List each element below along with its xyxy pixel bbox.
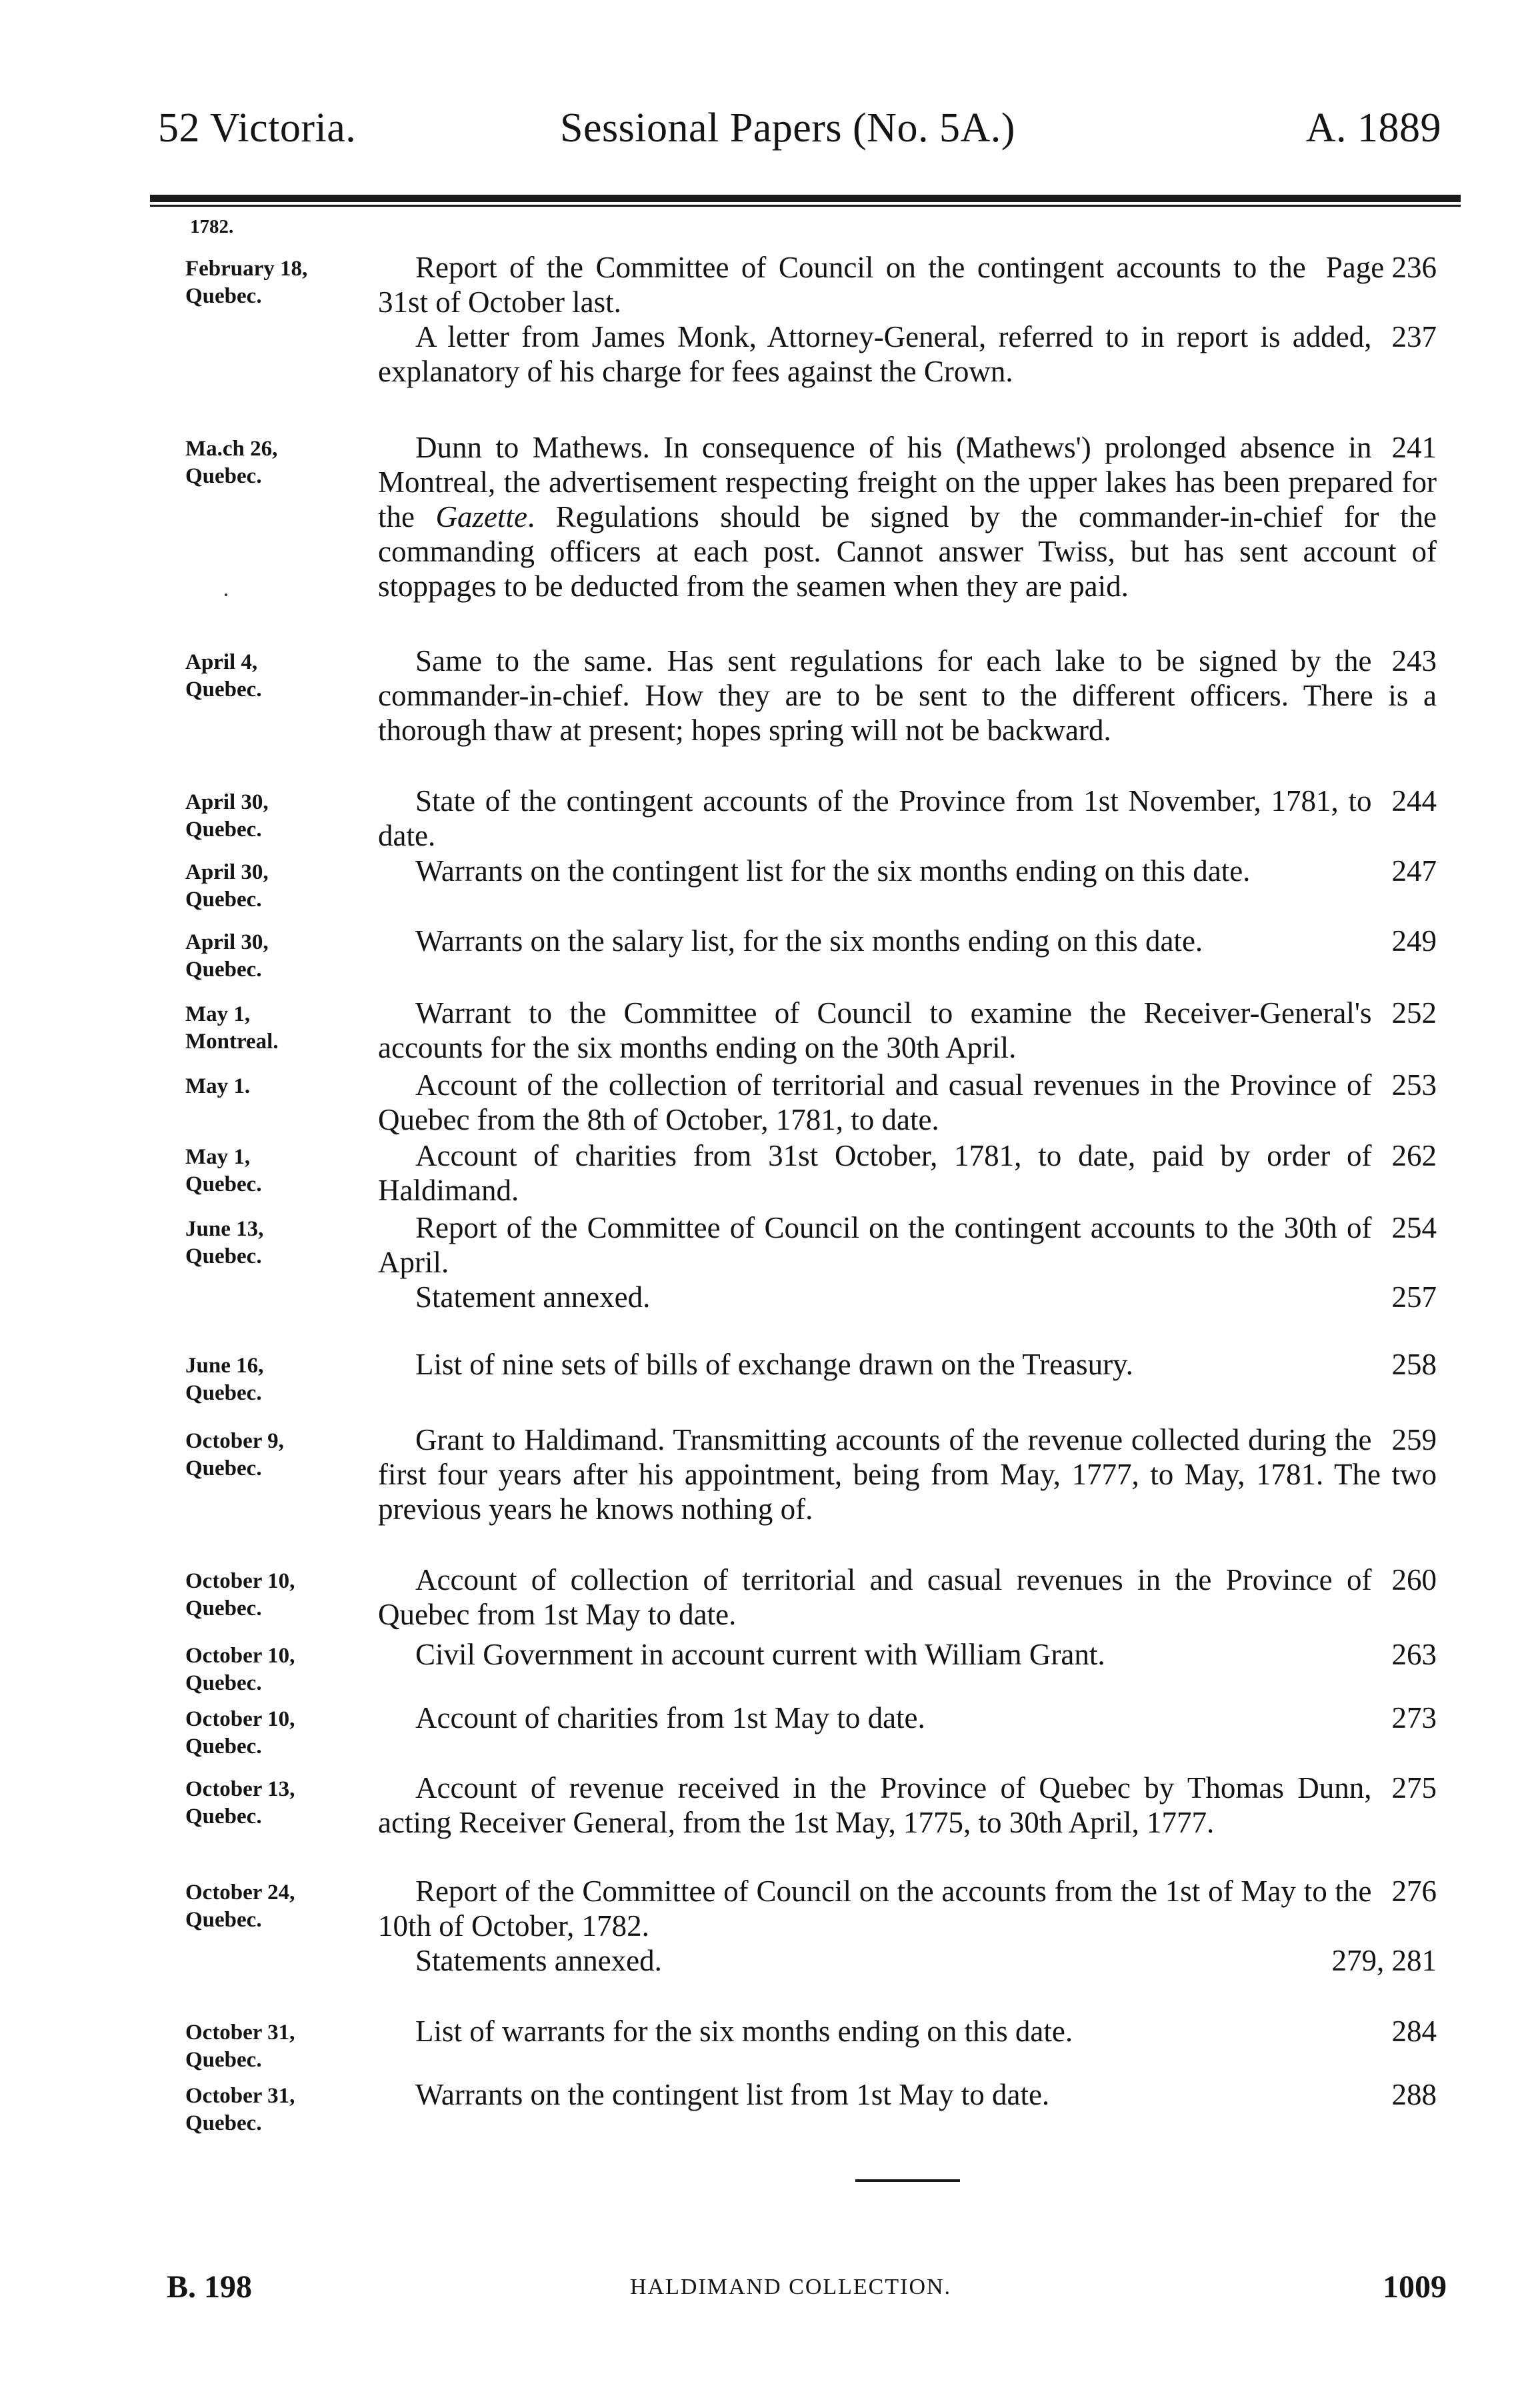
footer-collection: HALDIMAND COLLECTION. xyxy=(630,2275,952,2299)
entry-date: October 10, Quebec. xyxy=(185,1644,295,1695)
page-ref: 252 xyxy=(1391,996,1437,1030)
entry-text xyxy=(378,1347,1437,1382)
entry-paragraph: 288 Warrants on the contingent list from 1st May to date. xyxy=(415,2078,1437,2111)
entry-date: October 9, Quebec. xyxy=(185,1429,284,1480)
entry-text xyxy=(378,1138,1437,1208)
header-title: Sessional Papers (No. 5A.) xyxy=(560,105,1015,151)
entry-paragraph: 241 Dunn to Mathews. In consequence of his (Mathews') prolonged absence in Montreal, the advertisement respecting freight on the upper lakes has been prepared for the Gazette. Regulations should be signed by the commander-in-chief for the commanding officers at each post. Cannot answer Twiss, but has sent account of stoppages to be deducted from the seamen when they are paid. xyxy=(378,431,1437,603)
entry-text xyxy=(378,784,1437,853)
entry-text xyxy=(378,1562,1437,1632)
entry-paragraph: 279, 281 Statements annexed. xyxy=(415,1944,1437,1977)
entry-text xyxy=(378,2077,1437,2112)
entry-paragraph: 275 Account of revenue received in the Province of Quebec by Thomas Dunn, acting Receiver General, from the 1st May, 1775, to 30th April, 1777. xyxy=(378,1771,1437,1839)
entry-paragraph: 260 Account of collection of territorial and casual revenues in the Province of Quebec from 1st May to date. xyxy=(378,1563,1437,1631)
entry-text xyxy=(378,1068,1437,1137)
page-ref: 279, 281 xyxy=(1331,1944,1437,1977)
entry-paragraph: 273 Account of charities from 1st May to date. xyxy=(415,1701,1437,1734)
entry-paragraph: 244 State of the contingent accounts of the Province from 1st November, 1781, to date. xyxy=(378,784,1437,852)
entry-date: June 16, Quebec. xyxy=(185,1354,264,1405)
entry-date: April 30, Quebec. xyxy=(185,930,269,982)
entry-paragraph: 253 Account of the collection of territorial and casual revenues in the Province of Quebec from the 8th of October, 1781, to date. xyxy=(378,1068,1437,1136)
entry-date: October 10, Quebec. xyxy=(185,1569,295,1620)
header-session: 52 Victoria. xyxy=(158,105,357,151)
page-ref: 258 xyxy=(1391,1348,1437,1381)
running-header xyxy=(158,101,1441,155)
page-ref: 276 xyxy=(1391,1875,1437,1908)
page-ref: 244 xyxy=(1391,784,1437,818)
entry-text xyxy=(378,1210,1437,1314)
header-double-rule xyxy=(150,195,1461,202)
page-ref: 243 xyxy=(1391,644,1437,678)
entry-date: June 13, Quebec. xyxy=(185,1217,264,1268)
entry-date: May 1, Montreal. xyxy=(185,1002,279,1054)
entry-date: April 30, Quebec. xyxy=(185,790,269,842)
entry-date: April 30, Quebec. xyxy=(185,860,269,912)
footer-page-number: 1009 xyxy=(1383,2269,1447,2305)
entry-paragraph: 252 Warrant to the Committee of Council to examine the Receiver-General's accounts for the six months ending on the 30th April. xyxy=(378,996,1437,1064)
page-ref: 257 xyxy=(1391,1280,1437,1314)
entry-date: October 31, Quebec. xyxy=(185,2084,295,2135)
entry-paragraph: 237 A letter from James Monk, Attorney-General, referred to in report is added, explanatory of his charge for fees against the Crown. xyxy=(378,320,1437,388)
entry-paragraph: 263 Civil Government in account current with William Grant. xyxy=(415,1638,1437,1671)
entry-paragraph: 243 Same to the same. Has sent regulations for each lake to be signed by the commander-in-chief. How they are to be sent to the different officers. There is a thorough thaw at present; hopes spring will not be backward. xyxy=(378,644,1437,747)
page-ref: 247 xyxy=(1391,854,1437,888)
entry-date: October 24, Quebec. xyxy=(185,1881,295,1932)
entry-paragraph: 249 Warrants on the salary list, for the six months ending on this date. xyxy=(415,924,1437,958)
entry-text xyxy=(378,250,1437,389)
header-year: A. 1889 xyxy=(1305,105,1441,151)
entry-date: May 1, Quebec. xyxy=(185,1145,262,1196)
entry-text xyxy=(378,924,1437,958)
page-ref: 284 xyxy=(1391,2015,1437,2048)
entry-paragraph: 259 Grant to Haldimand. Transmitting accounts of the revenue collected during the first four years after his appointment, being from May, 1777, to May, 1781. The two previous years he knows nothing of. xyxy=(378,1423,1437,1526)
running-footer xyxy=(167,2264,1447,2311)
entry-text xyxy=(378,1700,1437,1735)
page-ref: 263 xyxy=(1391,1638,1437,1671)
page-ref: 288 xyxy=(1391,2078,1437,2111)
entry-text xyxy=(378,854,1437,888)
entry-text xyxy=(378,1874,1437,1978)
entry-paragraph: 262 Account of charities from 31st October, 1781, to date, paid by order of Haldimand. xyxy=(378,1139,1437,1207)
stray-print-dot xyxy=(225,593,227,596)
page-ref: 249 xyxy=(1391,924,1437,958)
entry-paragraph: 254 Report of the Committee of Council on the contingent accounts to the 30th of April. xyxy=(378,1211,1437,1279)
page-ref: 262 xyxy=(1391,1139,1437,1172)
entry-text xyxy=(378,1637,1437,1672)
entry-text xyxy=(378,2014,1437,2049)
entry-date: May 1. xyxy=(185,1074,251,1098)
page-ref: Page 236 xyxy=(1325,251,1437,284)
page-ref: 254 xyxy=(1391,1211,1437,1244)
entry-date: October 13, Quebec. xyxy=(185,1777,295,1829)
entry-paragraph: 247 Warrants on the contingent list for the six months ending on this date. xyxy=(415,854,1437,888)
entry-text xyxy=(378,644,1437,748)
entry-text xyxy=(378,430,1437,604)
page-ref: 275 xyxy=(1391,1771,1437,1805)
entry-paragraph: Page 236 Report of the Committee of Council on the contingent accounts to the 31st of October last. xyxy=(378,251,1437,319)
entry-date: April 4, Quebec. xyxy=(185,650,262,702)
page-ref: 273 xyxy=(1391,1701,1437,1734)
page-ref: 260 xyxy=(1391,1563,1437,1596)
entry-date: Ma.ch 26, Quebec. xyxy=(185,437,278,488)
entry-text xyxy=(378,1770,1437,1840)
entry-date: October 31, Quebec. xyxy=(185,2021,295,2072)
entry-paragraph: 276 Report of the Committee of Council on the accounts from the 1st of May to the 10th of October, 1782. xyxy=(378,1875,1437,1943)
entry-date: February 18, Quebec. xyxy=(185,257,308,308)
page-ref: 259 xyxy=(1391,1423,1437,1456)
entry-text xyxy=(378,996,1437,1065)
entry-paragraph: 257 Statement annexed. xyxy=(415,1280,1437,1314)
page-ref: 241 xyxy=(1391,431,1437,464)
entry-paragraph: 284 List of warrants for the six months ending on this date. xyxy=(415,2015,1437,2048)
page-ref: 253 xyxy=(1391,1068,1437,1102)
page-ref: 237 xyxy=(1391,320,1437,353)
entry-date: October 10, Quebec. xyxy=(185,1707,295,1758)
year-marker: 1782. xyxy=(190,216,234,237)
footer-sheet-mark: B. 198 xyxy=(167,2269,253,2305)
gazette-title: Gazette xyxy=(435,500,527,533)
entry-text xyxy=(378,1422,1437,1526)
entry-paragraph: 258 List of nine sets of bills of exchange drawn on the Treasury. xyxy=(415,1348,1437,1381)
section-end-rule xyxy=(855,2179,960,2182)
